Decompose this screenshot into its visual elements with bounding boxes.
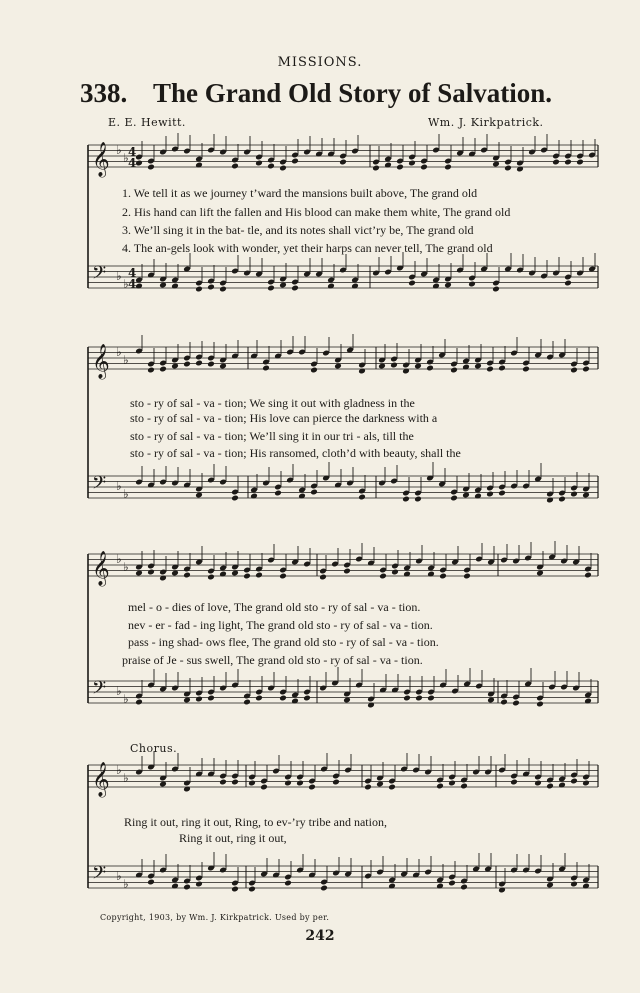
flat-sign-icon: ♭ bbox=[116, 143, 122, 157]
treble-note bbox=[255, 572, 263, 579]
treble-note bbox=[219, 779, 227, 786]
treble-note bbox=[436, 783, 444, 790]
bass-clef-icon: 𝄢 bbox=[92, 678, 107, 703]
time-signature-icon: 4 bbox=[128, 156, 137, 170]
time-signature-icon: 4 bbox=[128, 277, 137, 291]
bass-note bbox=[135, 699, 143, 706]
flat-sign-icon: ♭ bbox=[116, 552, 122, 566]
treble-note bbox=[183, 361, 191, 368]
bass-note bbox=[402, 496, 410, 503]
treble-clef-icon: 𝄞 bbox=[92, 344, 110, 379]
treble-note bbox=[450, 367, 458, 374]
verse-4-line-2: sto - ry of sal - va - tion; His ransomed, cloth’d with beauty, shall the bbox=[130, 446, 461, 460]
bass-note bbox=[207, 284, 215, 291]
treble-note bbox=[147, 164, 155, 171]
flat-sign-icon: ♭ bbox=[123, 771, 129, 785]
treble-note bbox=[584, 572, 592, 579]
bass-note bbox=[231, 495, 239, 502]
bass-note bbox=[408, 280, 416, 287]
hymn-number: 338. bbox=[80, 78, 128, 108]
treble-clef-icon: 𝄞 bbox=[92, 142, 110, 177]
flat-sign-icon: ♭ bbox=[116, 479, 122, 493]
flat-sign-icon: ♭ bbox=[123, 877, 129, 891]
time-signature-icon: 4 bbox=[128, 266, 137, 280]
bass-note bbox=[427, 695, 435, 702]
bass-note bbox=[450, 495, 458, 502]
treble-clef-icon: 𝄞 bbox=[92, 762, 110, 797]
treble-note bbox=[343, 568, 351, 575]
flat-sign-icon: ♭ bbox=[123, 151, 129, 165]
treble-note bbox=[439, 573, 447, 580]
bass-note bbox=[279, 695, 287, 702]
flat-sign-icon: ♭ bbox=[116, 345, 122, 359]
bass-note bbox=[284, 880, 292, 887]
treble-note bbox=[463, 573, 471, 580]
bass-note bbox=[243, 699, 251, 706]
treble-note bbox=[570, 778, 578, 785]
chorus-lyric-line-2: Ring it out, ring it out, bbox=[179, 831, 287, 845]
bass-note bbox=[448, 880, 456, 887]
verse-2-line-2: sto - ry of sal - va - tion; His love can pierce the darkness with a bbox=[130, 411, 438, 425]
flat-sign-icon: ♭ bbox=[123, 487, 129, 501]
verse-4-line-3: praise of Je - sus swell, The grand old sto - ry of sal - va - tion. bbox=[122, 653, 423, 667]
section-heading: MISSIONS. bbox=[277, 55, 363, 70]
treble-note bbox=[147, 367, 155, 374]
bass-note bbox=[570, 881, 578, 888]
bass-note bbox=[147, 879, 155, 886]
treble-note bbox=[460, 783, 468, 790]
treble-note bbox=[546, 783, 554, 790]
treble-note bbox=[570, 367, 578, 374]
bass-clef-icon: 𝄢 bbox=[92, 473, 107, 498]
treble-note bbox=[486, 366, 494, 373]
bass-note bbox=[183, 884, 191, 891]
copyright-notice: Copyright, 1903, by Wm. J. Kirkpatrick. Used by per. bbox=[100, 913, 330, 922]
verse-3-line-2: sto - ry of sal - va - tion; We’ll sing it in our tri - als, till the bbox=[130, 429, 414, 443]
bass-note bbox=[248, 886, 256, 893]
flat-sign-icon: ♭ bbox=[116, 269, 122, 283]
bass-note bbox=[414, 496, 422, 503]
treble-note bbox=[379, 573, 387, 580]
treble-note bbox=[576, 159, 584, 166]
treble-note bbox=[396, 164, 404, 171]
treble-note bbox=[147, 569, 155, 576]
bass-note bbox=[267, 285, 275, 292]
verse-4-line-1: 4. The an-gels look with wonder, yet their harps can never tell, The grand old bbox=[122, 241, 493, 255]
bass-note bbox=[195, 286, 203, 293]
bass-note bbox=[303, 695, 311, 702]
treble-note bbox=[279, 573, 287, 580]
hymn-title: The Grand Old Story of Salvation. bbox=[153, 78, 553, 108]
treble-note bbox=[408, 160, 416, 167]
treble-note bbox=[388, 784, 396, 791]
bass-note bbox=[498, 490, 506, 497]
flat-sign-icon: ♭ bbox=[123, 692, 129, 706]
verse-2-line-1: 2. His hand can lift the fallen and His blood can make them white, The grand old bbox=[122, 205, 511, 219]
flat-sign-icon: ♭ bbox=[116, 869, 122, 883]
bass-note bbox=[570, 491, 578, 498]
treble-note bbox=[582, 780, 590, 787]
treble-note bbox=[183, 572, 191, 579]
bass-note bbox=[320, 885, 328, 892]
treble-note bbox=[260, 784, 268, 791]
bass-note bbox=[358, 494, 366, 501]
treble-note bbox=[420, 164, 428, 171]
page-number: 242 bbox=[305, 928, 335, 944]
bass-note bbox=[195, 881, 203, 888]
bass-note bbox=[291, 285, 299, 292]
treble-note bbox=[510, 779, 518, 786]
bass-note bbox=[207, 695, 215, 702]
bass-note bbox=[274, 490, 282, 497]
author-credit: E. E. Hewitt. bbox=[108, 116, 186, 129]
treble-note bbox=[582, 366, 590, 373]
verse-1-line-1: 1. We tell it as we journey t’ward the mansions built above, The grand old bbox=[122, 186, 478, 200]
flat-sign-icon: ♭ bbox=[123, 560, 129, 574]
bass-note bbox=[310, 489, 318, 496]
treble-note bbox=[504, 165, 512, 172]
composer-credit: Wm. J. Kirkpatrick. bbox=[428, 116, 544, 129]
bass-note bbox=[415, 695, 423, 702]
bass-note bbox=[492, 286, 500, 293]
treble-note bbox=[522, 366, 530, 373]
bass-note bbox=[255, 695, 263, 702]
treble-note bbox=[195, 360, 203, 367]
treble-note bbox=[390, 362, 398, 369]
treble-note bbox=[248, 780, 256, 787]
bass-note bbox=[564, 280, 572, 287]
flat-sign-icon: ♭ bbox=[123, 277, 129, 291]
verse-3-line-1: 3. We’ll sing it in the bat- tle, and its notes shall vict’ry be, The grand old bbox=[122, 223, 474, 237]
treble-note bbox=[534, 780, 542, 787]
bass-note bbox=[195, 696, 203, 703]
bass-note bbox=[486, 491, 494, 498]
bass-note bbox=[512, 700, 520, 707]
treble-note bbox=[207, 574, 215, 581]
treble-note bbox=[498, 365, 506, 372]
treble-clef-icon: 𝄞 bbox=[92, 551, 110, 586]
treble-note bbox=[426, 365, 434, 372]
time-signature-icon: 4 bbox=[128, 145, 137, 159]
treble-note bbox=[332, 779, 340, 786]
treble-note bbox=[255, 160, 263, 167]
treble-note bbox=[444, 164, 452, 171]
verse-1-line-2: sto - ry of sal - va - tion; We sing it out with gladness in the bbox=[130, 396, 415, 410]
treble-note bbox=[391, 569, 399, 576]
bass-note bbox=[536, 701, 544, 708]
treble-note bbox=[310, 367, 318, 374]
treble-note bbox=[231, 163, 239, 170]
treble-note bbox=[279, 165, 287, 172]
verse-2-line-3: nev - er - fad - ing light, The grand old sto - ry of sal - va - tion. bbox=[128, 618, 433, 632]
chorus-label: Chorus. bbox=[130, 742, 178, 755]
flat-sign-icon: ♭ bbox=[116, 684, 122, 698]
bass-note bbox=[500, 699, 508, 706]
treble-note bbox=[448, 780, 456, 787]
bass-note bbox=[460, 884, 468, 891]
treble-note bbox=[267, 163, 275, 170]
treble-note bbox=[207, 361, 215, 368]
treble-note bbox=[243, 573, 251, 580]
treble-note bbox=[291, 158, 299, 165]
bass-clef-icon: 𝄢 bbox=[92, 863, 107, 888]
bass-note bbox=[219, 286, 227, 293]
verse-1-line-3: mel - o - dies of love, The grand old sto - ry of sal - va - tion. bbox=[128, 600, 421, 614]
treble-note bbox=[552, 159, 560, 166]
flat-sign-icon: ♭ bbox=[123, 353, 129, 367]
bass-note bbox=[403, 695, 411, 702]
flat-sign-icon: ♭ bbox=[116, 763, 122, 777]
treble-note bbox=[339, 159, 347, 166]
treble-note bbox=[159, 366, 167, 373]
bass-note bbox=[468, 281, 476, 288]
bass-note bbox=[231, 886, 239, 893]
treble-note bbox=[296, 780, 304, 787]
bass-clef-icon: 𝄢 bbox=[92, 263, 107, 288]
treble-note bbox=[372, 165, 380, 172]
bass-note bbox=[558, 496, 566, 503]
chorus-lyric-line-1: Ring it out, ring it out, Ring, to ev-’ry tribe and nation, bbox=[124, 815, 387, 829]
verse-3-line-3: pass - ing shad- ows flee, The grand old sto - ry of sal - va - tion. bbox=[128, 635, 439, 649]
treble-note bbox=[308, 784, 316, 791]
treble-note bbox=[262, 365, 270, 372]
treble-note bbox=[231, 779, 239, 786]
treble-note bbox=[364, 784, 372, 791]
treble-note bbox=[564, 159, 572, 166]
treble-note bbox=[319, 574, 327, 581]
treble-note bbox=[284, 780, 292, 787]
